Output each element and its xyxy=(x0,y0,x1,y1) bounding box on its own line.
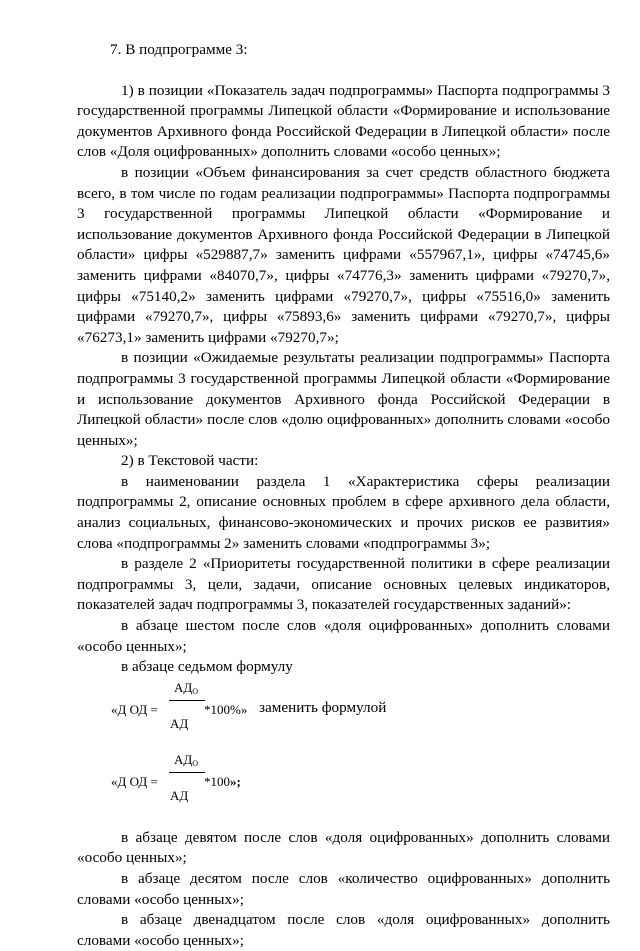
paragraph-2: в позиции «Объем финансирования за счет средств областного бюджета всего, в том числе по годам реализации подпрограммы» Паспорта подпрограммы 3 государственной программы Липецкой области «Формирование и использование документов Архивного фонда Российской Федерации в Липецкой области» цифры «529887,7» заменить цифрами «557967,1», цифры «74745,6» заменить цифрами «84070,7», цифры «74776,3» заменить цифрами «79270,7», цифры «75140,2» заменить цифрами «79270,7», цифры «75516,0» заменить цифрами «79270,7», цифры «75893,6» заменить цифрами «79270,7», цифры «76273,1» заменить цифрами «79270,7»; xyxy=(77,163,610,346)
formula-old-lhs: «Д ОД = xyxy=(111,701,158,717)
item-7-heading: 7. В подпрограмме 3: xyxy=(110,41,248,58)
formula-old xyxy=(77,678,610,740)
paragraph-3: в позиции «Ожидаемые результаты реализации подпрограммы» Паспорта подпрограммы 3 государственной программы Липецкой области «Формирование и использование документов Архивного фонда Российской Федерации в Липецкой области» после слов «долю оцифрованных» дополнить словами «особо ценных»; xyxy=(77,349,610,449)
formula-old-replace-text: заменить формулой xyxy=(259,698,387,716)
paragraph-1: 1) в позиции «Показатель задач подпрограммы» Паспорта подпрограммы 3 государственной программы Липецкой области «Формирование и использование документов Архивного фонда Российской Федерации в Липецкой области» после слов «Доля оцифрованных» дополнить словами «особо ценных»; xyxy=(77,81,610,161)
formula-new-denominator: АД xyxy=(170,787,189,803)
formula-old-numerator: $АД_О$ xyxy=(174,679,199,696)
formula-new-fraction-bar xyxy=(169,772,205,773)
formula-old-tail: *100%» xyxy=(204,701,248,717)
paragraph-11: в абзаце двенадцатом после слов «доля оцифрованных» дополнить словами «особо ценных»; xyxy=(77,911,610,949)
paragraph-4: 2) в Текстовой части: xyxy=(121,452,259,470)
formula-old-denominator: АД xyxy=(170,715,189,731)
formula-new-numerator: $АД_О$ xyxy=(174,751,199,768)
formula-old-fraction-bar xyxy=(169,700,205,701)
paragraph-5: в наименовании раздела 1 «Характеристика сферы реализации подпрограммы 2, описание основных проблем в сфере архивного дела области, анализ социальных, финансово-экономических и прочих рисков ее развития» слова «подпрограммы 2» заменить словами «подпрограммы 3»; xyxy=(77,472,610,552)
paragraph-7: в абзаце шестом после слов «доля оцифрованных» дополнить словами «особо ценных»; xyxy=(77,617,610,655)
formula-new-lhs: «Д ОД = xyxy=(111,773,158,789)
paragraph-9: в абзаце девятом после слов «доля оцифрованных» дополнить словами «особо ценных»; xyxy=(77,828,610,867)
paragraph-10: в абзаце десятом после слов «количество оцифрованных» дополнить словами «особо ценных»; xyxy=(77,870,610,908)
paragraph-6: в разделе 2 «Приоритеты государственной политики в сфере реализации подпрограммы 3, цели, задачи, описание основных целевых индикаторов, показателей задач подпрограммы 3, показателей государственных заданий»: xyxy=(77,555,610,614)
document-body xyxy=(77,40,610,951)
formula-new-tail: *100»; xyxy=(204,773,241,789)
paragraph-8: в абзаце седьмом формулу xyxy=(121,658,293,676)
formula-new xyxy=(77,750,610,812)
